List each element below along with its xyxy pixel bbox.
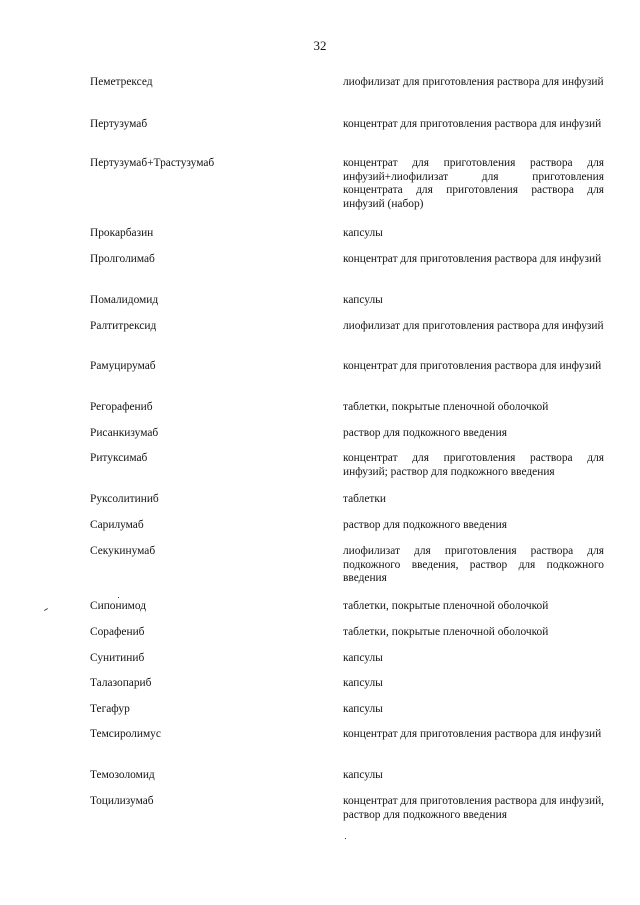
dosage-form: раствор для подкожного введения xyxy=(343,519,507,531)
dosage-form: концентрат для приготовления раствора для инфузий xyxy=(343,728,602,740)
drug-name: Ритуксимаб xyxy=(90,452,148,464)
dosage-form: таблетки, покрытые пленочной оболочкой xyxy=(343,401,549,413)
drug-name: Рисанкизумаб xyxy=(90,427,159,439)
page-number: 32 xyxy=(313,38,327,53)
dosage-form: капсулы xyxy=(343,769,383,781)
dosage-form: концентрат для приготовления раствора для инфузий xyxy=(343,253,602,265)
dosage-form: концентрат для приготовления раствора для инфузий+лиофилизат для приготовления концентрата для приготовления раствора для инфузий (набор) xyxy=(343,157,604,210)
drug-name: Секукинумаб xyxy=(90,545,156,557)
drug-name: Пертузумаб+Трастузумаб xyxy=(90,157,215,169)
dosage-form: концентрат для приготовления раствора для инфузий; раствор для подкожного введения xyxy=(343,452,604,478)
dosage-form: таблетки, покрытые пленочной оболочкой xyxy=(343,626,549,638)
drug-name: Рамуцирумаб xyxy=(90,360,156,372)
drug-name: Тегафур xyxy=(90,703,130,715)
dosage-form: капсулы xyxy=(343,677,383,689)
drug-name: Пеметрексед xyxy=(90,76,153,88)
drug-name: Сорафениб xyxy=(90,626,145,638)
drug-name: Темозоломид xyxy=(90,769,155,781)
dosage-form: таблетки xyxy=(343,493,387,505)
drug-name: Тоцилизумаб xyxy=(90,795,154,807)
dosage-form: раствор для подкожного введения xyxy=(343,427,507,439)
dosage-form: концентрат для приготовления раствора для инфузий xyxy=(343,360,602,372)
drug-name: Пертузумаб xyxy=(90,118,148,130)
scan-mark xyxy=(44,608,48,611)
dosage-form: концентрат для приготовления раствора для инфузий, раствор для подкожного введения xyxy=(343,795,605,821)
dosage-form: концентрат для приготовления раствора для инфузий xyxy=(343,118,602,130)
scan-mark xyxy=(345,838,346,839)
drug-name: Помалидомид xyxy=(90,294,159,306)
drug-name: Темсиролимус xyxy=(90,728,161,740)
drug-name: Регорафениб xyxy=(90,401,153,413)
dosage-form: лиофилизат для приготовления раствора для подкожного введения, раствор для подкожного введения xyxy=(343,545,604,584)
drug-name: Талазопариб xyxy=(90,677,152,689)
drug-name: Пролголимаб xyxy=(90,253,155,265)
scan-mark xyxy=(118,597,119,598)
dosage-form: капсулы xyxy=(343,227,383,239)
dosage-form: капсулы xyxy=(343,703,383,715)
drug-name: Сунитиниб xyxy=(90,652,145,664)
drug-name: Прокарбазин xyxy=(90,227,154,239)
dosage-form: капсулы xyxy=(343,294,383,306)
dosage-form: лиофилизат для приготовления раствора для инфузий xyxy=(343,76,604,88)
dosage-form: таблетки, покрытые пленочной оболочкой xyxy=(343,600,549,612)
drug-name: Руксолитиниб xyxy=(90,493,159,505)
drug-name: Ралтитрексид xyxy=(90,320,157,332)
dosage-form: лиофилизат для приготовления раствора для инфузий xyxy=(343,320,604,332)
drug-name: Сипонимод xyxy=(90,600,147,612)
dosage-form: капсулы xyxy=(343,652,383,664)
drug-name: Сарилумаб xyxy=(90,519,144,531)
